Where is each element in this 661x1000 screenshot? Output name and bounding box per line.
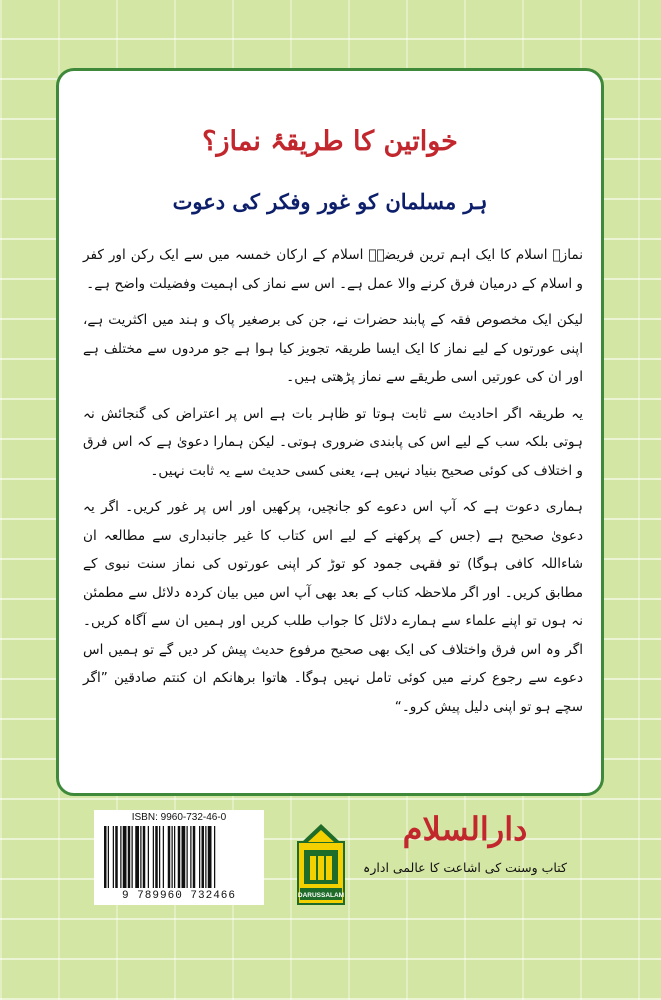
blurb-paragraph: ہماری دعوت ہے کہ آپ اس دعوے کو جانچیں، پرکھیں اور اس پر غور کریں۔ اگر یہ دعویٰ صحیح ہے (جس کے پرکھنے کے لیے اس کتاب کا غیر جانبداری سے مطالعہ ان شاءاللہ کافی ہوگا) تو فقہی جمود کو توڑ کر اپنی عورتوں کی نماز سنت نبوی کے مطابق کریں۔ اور اگر ملاحظہ کتاب کے بعد بھی آپ اس میں بیان کردہ دلائل سے مطمئن نہ ہوں تو اپنے علماء سے ہمارے دلائل کا جواب طلب کریں اور ہمیں ان سے آگاہ کریں۔ اگر وہ اس فرق واختلاف کی ایک بھی صحیح مرفوع حدیث پیش کر دیں گے تو ہمیں اس دعوے سے رجوع کرنے میں کوئی تامل نہیں ہوگا۔ هاتوا برهانكم ان كنتم صادقين ”اگر سچے ہو تو اپنی دلیل پیش کرو۔“ [83, 499, 583, 715]
blurb-paragraph: لیکن ایک مخصوص فقہ کے پابند حضرات نے، جن کی برصغیر پاک و ہند میں اکثریت ہے، اپنی عورتوں کے لیے نماز کا ایک ایسا طریقہ تجویز کیا ہوا ہے جو مردوں سے مختلف ہے اور ان کی عورتیں اسی طریقے سے نماز پڑھتی ہیں۔ [83, 312, 583, 385]
book-title: خواتین کا طریقۂ نماز؟ [202, 126, 458, 157]
isbn-barcode [94, 810, 264, 905]
publisher-name: دارالسلام [402, 810, 528, 848]
blurb-text [83, 241, 583, 721]
publisher-emblem-icon [296, 820, 346, 910]
barcode-bars [102, 826, 256, 888]
publisher-tagline: کتاب وسنت کی اشاعت کا عالمی ادارہ [363, 860, 567, 875]
blurb-paragraph: نمازؔ اسلام کا ایک اہم ترین فریضہؔ اسلام کے ارکان خمسہ میں سے ایک رکن اور کفر و اسلام کے درمیان فرق کرنے والا عمل ہے۔ اس سے نماز کی اہمیت وفضیلت واضح ہے۔ [83, 247, 583, 292]
emblem-text: DARUSSALAM [297, 892, 345, 899]
back-cover-panel [56, 68, 604, 796]
book-subtitle: ہر مسلمان کو غور وفکر کی دعوت [172, 189, 488, 214]
ean-digits: 9 789960 732466 [121, 890, 237, 902]
blurb-paragraph: یہ طریقہ اگر احادیث سے ثابت ہوتا تو ظاہر بات ہے اس پر اعتراض کی گنجائش نہ ہوتی بلکہ سب کے لیے اس کی پابندی ضروری ہوتی۔ لیکن ہمارا دعویٰ ہے کہ اس فرق و اختلاف کی کوئی صحیح بنیاد نہیں ہے، یعنی کسی حدیث سے یہ ثابت نہیں۔ [83, 405, 583, 479]
isbn-label: ISBN: 9960-732-46-0 [131, 812, 227, 823]
